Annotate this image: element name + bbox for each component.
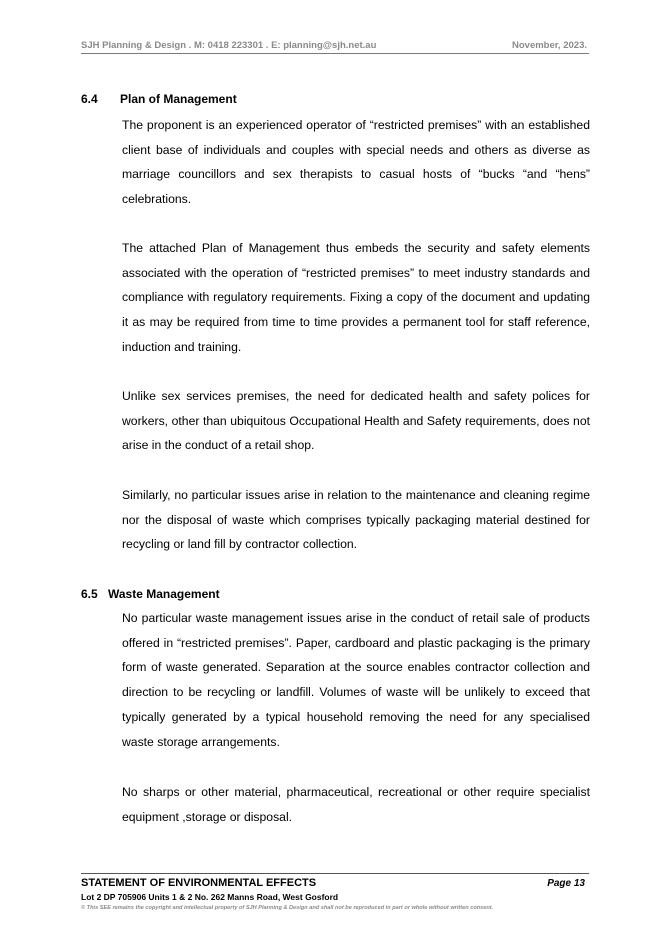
footer-lot: Lot 2 DP 705906 Units 1 & 2 No. 262 Manns Road, West Gosford [81, 892, 339, 902]
paragraph: No sharps or other material, pharmaceutical, recreational or other require specialist equipment ,storage or disposal. [122, 785, 590, 824]
section-heading-6-4 [81, 92, 237, 106]
paragraph: The proponent is an experienced operator of “restricted premises” with an established client base of individuals and couples with special needs and others as diverse as marriage councillors and sex therapists to casual hosts of “bucks “and “hens” celebrations. [122, 118, 590, 207]
paragraph: Unlike sex services premises, the need for dedicated health and safety polices for workers, other than ubiquitous Occupational Health and Safety requirements, does not arise in the conduct of a retail shop. [122, 389, 590, 453]
section-number: 6.5 [81, 587, 98, 601]
paragraph: No particular waste management issues arise in the conduct of retail sale of products offered in “restricted premises”. Paper, cardboard and plastic packaging is the primary form of waste generated. Separation at the source enables contractor collection and direction to be recycling or landfill. Volumes of waste will be unlikely to exceed that typically generated by a typical household removing the need for any specialised waste storage arrangements. [122, 611, 590, 749]
paragraph: Similarly, no particular issues arise in relation to the maintenance and cleaning regime nor the disposal of waste which comprises typically packaging material destined for recycling or land fill by contractor collection. [122, 488, 590, 552]
page-header [81, 40, 589, 54]
section-heading-6-5 [81, 587, 220, 601]
section-title: Waste Management [108, 587, 220, 601]
section-title: Plan of Management [120, 92, 237, 106]
footer-divider [81, 873, 589, 874]
page-number: Page 13 [547, 878, 585, 889]
footer-copyright: © This SEE remains the copyright and intellectual property of SJH Planning & Design and shall not be reproduced in part or whole without written consent. [81, 905, 494, 911]
footer-title: STATEMENT OF ENVIRONMENTAL EFFECTS [81, 877, 317, 889]
paragraph: The attached Plan of Management thus embeds the security and safety elements associated with the operation of “restricted premises” to meet industry standards and compliance with regulatory requirements. Fixing a copy of the document and updating it as may be required from time to time provides a permanent tool for staff reference, induction and training. [122, 241, 590, 354]
header-date: November, 2023. [512, 40, 587, 51]
header-contact: SJH Planning & Design . M: 0418 223301 . E: planning@sjh.net.au [81, 40, 377, 51]
section-number: 6.4 [81, 92, 98, 106]
